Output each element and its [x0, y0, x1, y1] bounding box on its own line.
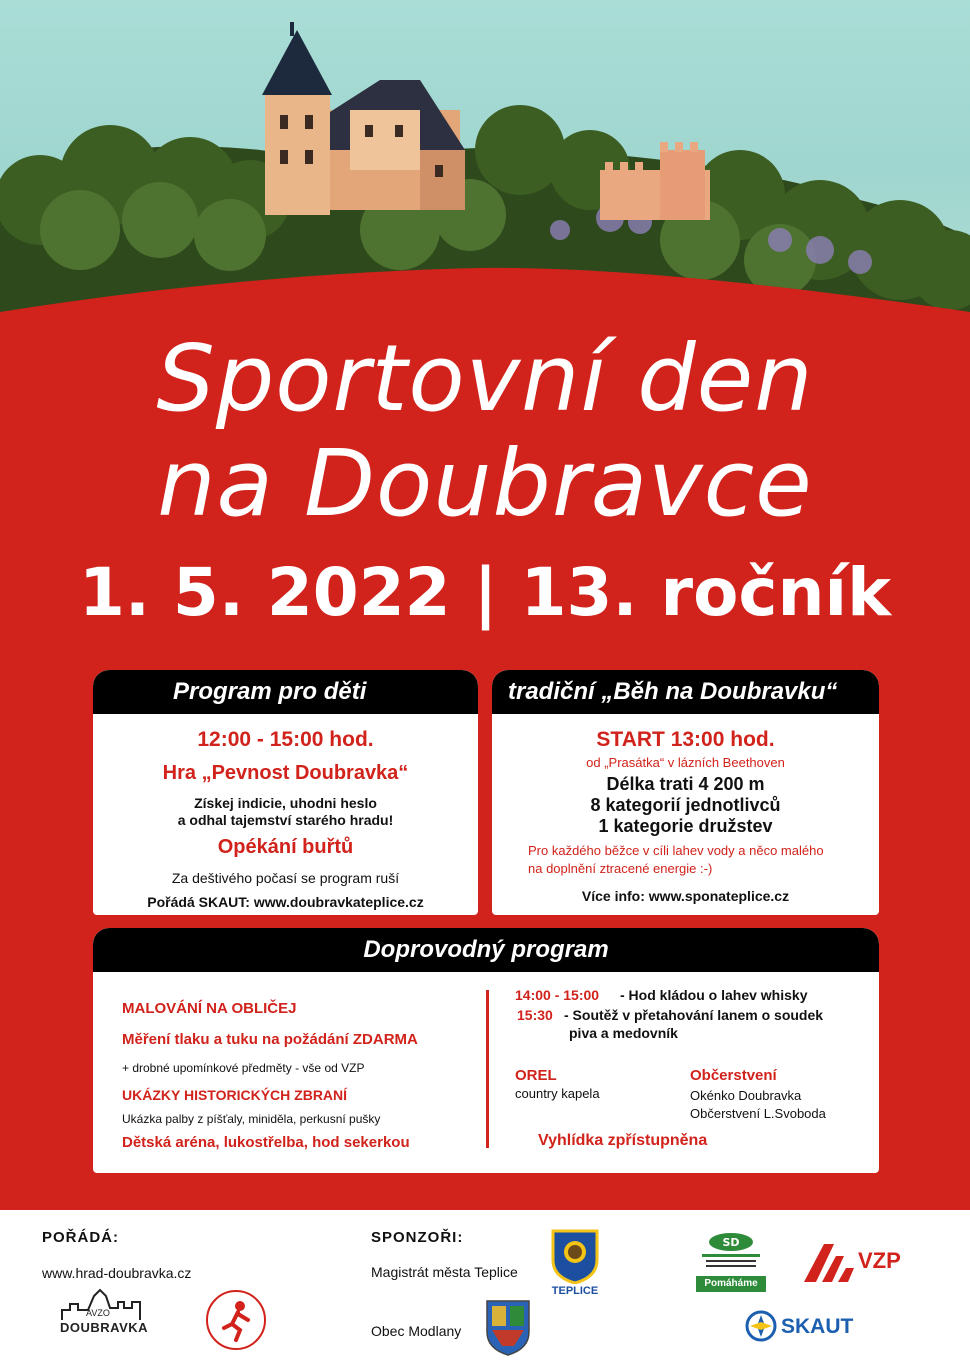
- kids-rain: Za deštivého počasí se program ruší: [171, 870, 400, 886]
- title-line-1: Sportovní den: [156, 325, 814, 432]
- extra-event-2: - Soutěž v přetahování lanem o soudek: [564, 1007, 824, 1023]
- extra-weapons-desc: Ukázka palby z píšťaly, miniděla, perkusní pušky: [122, 1112, 381, 1126]
- extra-event-1: - Hod kládou o lahev whisky: [620, 987, 808, 1003]
- sponsor-modlany: Obec Modlany: [371, 1323, 462, 1339]
- kids-time: 12:00 - 15:00 hod.: [197, 728, 374, 751]
- kids-organizer: Pořádá SKAUT: www.doubravkateplice.cz: [147, 894, 424, 910]
- run-start: START 13:00 hod.: [596, 728, 775, 751]
- kids-desc-2: a odhal tajemství starého hradu!: [177, 812, 394, 828]
- run-header: tradiční „Běh na Doubravku“: [492, 670, 879, 714]
- extra-face: MALOVÁNÍ NA OBLIČEJ: [122, 1000, 297, 1017]
- sponsors-label: SPONZOŘI:: [371, 1229, 464, 1246]
- extra-program-header: Doprovodný program: [93, 928, 879, 972]
- kids-program-header: Program pro děti: [93, 670, 478, 714]
- run-length: Délka trati 4 200 m: [606, 774, 765, 794]
- sd-chomutov-logo: SD Pomáháme: [696, 1230, 766, 1296]
- avzo-doubravka-logo: AVZO DOUBRAVKA: [58, 1288, 148, 1340]
- extra-time-2: 15:30: [517, 1007, 553, 1023]
- extra-food-1: Okénko Doubravka: [690, 1088, 802, 1103]
- organizer-label: POŘÁDÁ:: [42, 1229, 119, 1246]
- teplice-crest-logo: TEPLICE: [550, 1228, 600, 1300]
- modlany-crest-logo: [484, 1298, 532, 1356]
- skaut-logo: SKAUT: [745, 1310, 865, 1346]
- svg-text:SD: SD: [722, 1236, 740, 1249]
- extra-pressure: Měření tlaku a tuku na požádání ZDARMA: [122, 1031, 418, 1048]
- extra-food: Občerstvení: [690, 1067, 777, 1084]
- title-line-2: na Doubravce: [157, 430, 813, 537]
- run-categories: 8 kategorií jednotlivců: [590, 795, 781, 815]
- kids-desc-1: Získej indicie, uhodni heslo: [194, 795, 377, 811]
- kids-bbq: Opékání buřtů: [217, 836, 354, 858]
- vzp-logo: VZP: [800, 1240, 910, 1288]
- run-box: [492, 670, 879, 915]
- extra-time-1: 14:00 - 15:00: [515, 987, 600, 1003]
- extra-gifts: + drobné upomínkové předměty - vše od VZP: [122, 1061, 365, 1075]
- extra-orel-desc: country kapela: [515, 1086, 600, 1101]
- running-club-logo: [206, 1290, 266, 1350]
- extra-arena: Dětská aréna, lukostřelba, hod sekerkou: [122, 1134, 410, 1151]
- extra-view: Vyhlídka zpřístupněna: [538, 1132, 708, 1149]
- run-from: od „Prasátka“ v lázních Beethoven: [586, 755, 785, 770]
- extra-food-2: Občerstvení L.Svoboda: [690, 1106, 826, 1121]
- organizer-url[interactable]: www.hrad-doubravka.cz: [42, 1265, 192, 1281]
- extra-event-2b: piva a medovník: [569, 1025, 678, 1041]
- kids-program-box: [93, 670, 478, 915]
- sponsor-teplice: Magistrát města Teplice: [371, 1264, 518, 1280]
- run-team: 1 kategorie družstev: [598, 816, 773, 836]
- run-info: Více info: www.sponateplice.cz: [581, 888, 790, 904]
- kids-game: Hra „Pevnost Doubravka“: [162, 762, 409, 784]
- date-edition: 1. 5. 2022 | 13. ročník: [78, 554, 892, 631]
- run-note-2: na doplnění ztracené energie :-): [528, 861, 713, 876]
- extra-orel: OREL: [515, 1067, 557, 1084]
- extra-divider: [486, 990, 489, 1148]
- run-note-1: Pro každého běžce v cíli lahev vody a něco malého: [528, 843, 824, 858]
- extra-weapons: UKÁZKY HISTORICKÝCH ZBRANÍ: [122, 1087, 348, 1103]
